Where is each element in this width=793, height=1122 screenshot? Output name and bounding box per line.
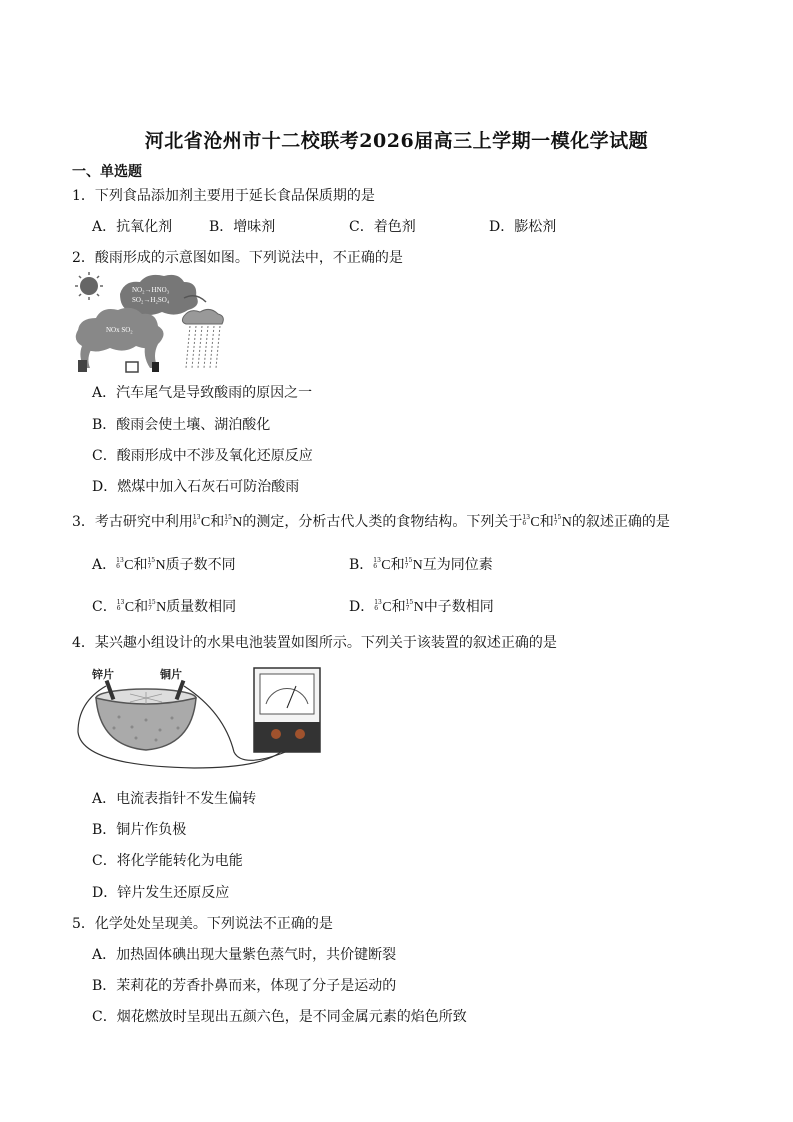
q1-option-b: B．增味剂 [209, 219, 276, 235]
q4-option-d: D．锌片发生还原反应 [92, 885, 230, 901]
label-no2: NO₂→HNO₃ [132, 286, 170, 294]
q5-option-b: B．茉莉花的芳香扑鼻而来，体现了分子是运动的 [92, 978, 397, 994]
car-icon [78, 360, 87, 372]
fruit-battery-diagram [74, 662, 330, 776]
q1-option-d: D．膨松剂 [489, 219, 557, 235]
q3-option-a: A． 13 6 C和 15 7 N质子数不同 [92, 557, 236, 573]
q1-option-c: C．着色剂 [349, 219, 416, 235]
q2-option-a: A．汽车尾气是导致酸雨的原因之一 [92, 385, 313, 401]
question-4-stem: 4．某兴趣小组设计的水果电池装置如图所示。下列关于该装置的叙述正确的是 [72, 635, 557, 651]
page-title: 河北省沧州市十二校联考2026届高三上学期一模化学试题 [144, 130, 649, 152]
question-1-stem: 1．下列食品添加剂主要用于延长食品保质期的是 [72, 188, 375, 204]
chimney-icon [152, 362, 159, 372]
sun-icon [75, 272, 103, 300]
q2-option-d: D．燃煤中加入石灰石可防治酸雨 [92, 479, 300, 495]
question-2-stem: 2．酸雨形成的示意图如图。下列说法中，不正确的是 [72, 250, 403, 266]
acid-rain-diagram [72, 272, 232, 376]
label-so2: SO₂→H₂SO₄ [132, 296, 170, 304]
q5-option-c: C．烟花燃放时呈现出五颜六色，是不同金属元素的焰色所致 [92, 1009, 467, 1025]
label-nox: NOx SO₂ [106, 326, 133, 334]
q3-option-d: D． 13 6 C和 15 7 N中子数相同 [349, 599, 494, 615]
section-heading: 一、单选题 [72, 164, 142, 180]
q4-option-a: A．电流表指针不发生偏转 [92, 791, 257, 807]
question-5-stem: 5．化学处处呈现美。下列说法不正确的是 [72, 916, 333, 932]
q2-option-b: B．酸雨会使土壤、湖泊酸化 [92, 417, 271, 433]
q3-option-b: B． 13 6 C和 15 7 N互为同位素 [349, 557, 493, 573]
q4-option-b: B．铜片作负极 [92, 822, 187, 838]
q3-option-c: C． 13 6 C和 15 7 N质量数相同 [92, 599, 237, 615]
q1-option-a: A．抗氧化剂 [92, 219, 173, 235]
q4-option-c: C．将化学能转化为电能 [92, 853, 243, 869]
label-copper: 铜片 [160, 668, 182, 681]
rain-drops [186, 326, 220, 368]
question-3-stem: 3．考古研究中利用 13 6 C和 15 7 N的测定，分析古代人类的食物结构。下列关于 13 6 C和 15 7 N的叙述正确的是 [72, 514, 670, 530]
ammeter-icon [254, 668, 320, 752]
rain-cloud [182, 309, 223, 324]
q2-option-c: C．酸雨形成中不涉及氧化还原反应 [92, 448, 313, 464]
label-zinc: 锌片 [92, 668, 114, 681]
factory-icon [126, 362, 138, 372]
q5-option-a: A．加热固体碘出现大量紫色蒸气时，共价键断裂 [92, 947, 397, 963]
